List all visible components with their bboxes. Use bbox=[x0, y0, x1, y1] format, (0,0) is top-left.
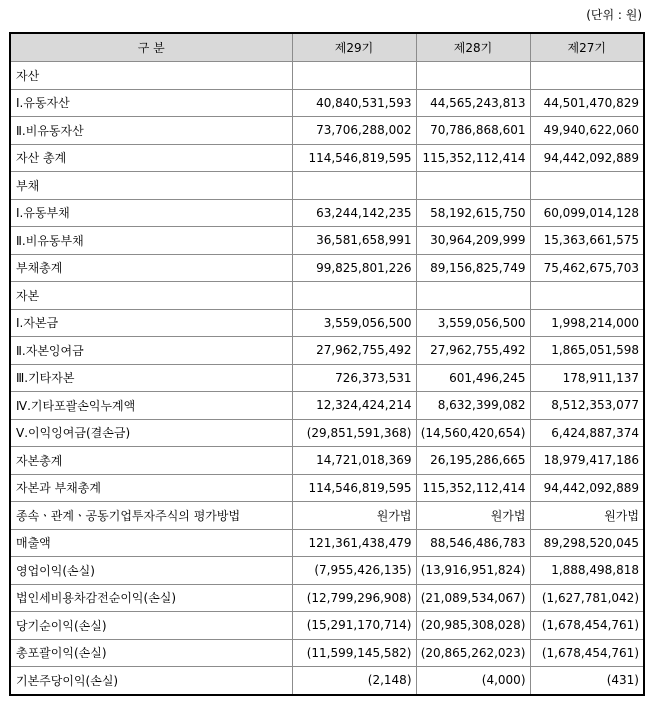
value-period-28: 89,156,825,749 bbox=[416, 254, 530, 282]
value-period-27: 8,512,353,077 bbox=[530, 392, 644, 420]
value-period-27: (1,678,454,761) bbox=[530, 639, 644, 667]
value-period-29: 14,721,018,369 bbox=[292, 447, 416, 475]
value-period-28 bbox=[416, 282, 530, 310]
row-label: 당기순이익(손실) bbox=[10, 612, 292, 640]
value-period-28: 58,192,615,750 bbox=[416, 199, 530, 227]
row-label: Ⅱ.자본잉여금 bbox=[10, 337, 292, 365]
table-row bbox=[10, 667, 644, 695]
row-label: 자산 총계 bbox=[10, 144, 292, 172]
row-label: 자산 bbox=[10, 62, 292, 90]
table-row bbox=[10, 282, 644, 310]
value-period-28: (21,089,534,067) bbox=[416, 584, 530, 612]
value-period-29: (2,148) bbox=[292, 667, 416, 695]
row-label: 부채총계 bbox=[10, 254, 292, 282]
table-row bbox=[10, 584, 644, 612]
value-period-27: 원가법 bbox=[530, 502, 644, 530]
row-label: 매출액 bbox=[10, 529, 292, 557]
table-row bbox=[10, 199, 644, 227]
value-period-29: (29,851,591,368) bbox=[292, 419, 416, 447]
value-period-27: 75,462,675,703 bbox=[530, 254, 644, 282]
table-row bbox=[10, 309, 644, 337]
table-row bbox=[10, 364, 644, 392]
header-row bbox=[10, 33, 644, 62]
row-label: 자본 bbox=[10, 282, 292, 310]
row-label: Ⅳ.기타포괄손익누계액 bbox=[10, 392, 292, 420]
value-period-29 bbox=[292, 172, 416, 200]
header-period-29: 제29기 bbox=[292, 33, 416, 62]
row-label: 법인세비용차감전순이익(손실) bbox=[10, 584, 292, 612]
row-label: 총포괄이익(손실) bbox=[10, 639, 292, 667]
table-row bbox=[10, 89, 644, 117]
table-row bbox=[10, 639, 644, 667]
header-period-27: 제27기 bbox=[530, 33, 644, 62]
value-period-27 bbox=[530, 62, 644, 90]
value-period-27: 6,424,887,374 bbox=[530, 419, 644, 447]
table-row bbox=[10, 144, 644, 172]
value-period-29: 121,361,438,479 bbox=[292, 529, 416, 557]
value-period-29 bbox=[292, 62, 416, 90]
table-row bbox=[10, 117, 644, 145]
value-period-29: 726,373,531 bbox=[292, 364, 416, 392]
value-period-27: 94,442,092,889 bbox=[530, 474, 644, 502]
table-row bbox=[10, 447, 644, 475]
table-row bbox=[10, 227, 644, 255]
row-label: Ⅱ.비유동자산 bbox=[10, 117, 292, 145]
row-label: 종속ㆍ관계ㆍ공동기업투자주식의 평가방법 bbox=[10, 502, 292, 530]
value-period-27: 1,888,498,818 bbox=[530, 557, 644, 585]
value-period-28: (14,560,420,654) bbox=[416, 419, 530, 447]
value-period-29: 원가법 bbox=[292, 502, 416, 530]
table-row bbox=[10, 474, 644, 502]
value-period-29: 12,324,424,214 bbox=[292, 392, 416, 420]
row-label: 자본총계 bbox=[10, 447, 292, 475]
row-label: Ⅲ.기타자본 bbox=[10, 364, 292, 392]
value-period-29: (15,291,170,714) bbox=[292, 612, 416, 640]
value-period-28: (4,000) bbox=[416, 667, 530, 695]
value-period-28 bbox=[416, 62, 530, 90]
value-period-29: 99,825,801,226 bbox=[292, 254, 416, 282]
header-category: 구 분 bbox=[10, 33, 292, 62]
table-row bbox=[10, 62, 644, 90]
value-period-28: 115,352,112,414 bbox=[416, 144, 530, 172]
row-label: 기본주당이익(손실) bbox=[10, 667, 292, 695]
table-row bbox=[10, 502, 644, 530]
row-label: Ⅰ.유동자산 bbox=[10, 89, 292, 117]
value-period-27: (1,678,454,761) bbox=[530, 612, 644, 640]
value-period-27: 18,979,417,186 bbox=[530, 447, 644, 475]
table-row bbox=[10, 419, 644, 447]
value-period-27: 1,998,214,000 bbox=[530, 309, 644, 337]
value-period-28: (13,916,951,824) bbox=[416, 557, 530, 585]
value-period-28: 115,352,112,414 bbox=[416, 474, 530, 502]
value-period-28: (20,865,262,023) bbox=[416, 639, 530, 667]
value-period-29: (7,955,426,135) bbox=[292, 557, 416, 585]
value-period-27: 89,298,520,045 bbox=[530, 529, 644, 557]
value-period-28: 원가법 bbox=[416, 502, 530, 530]
value-period-29: 3,559,056,500 bbox=[292, 309, 416, 337]
value-period-27: 49,940,622,060 bbox=[530, 117, 644, 145]
unit-label: (단위 : 원) bbox=[586, 8, 642, 22]
value-period-27: 60,099,014,128 bbox=[530, 199, 644, 227]
table-row bbox=[10, 172, 644, 200]
value-period-27: 178,911,137 bbox=[530, 364, 644, 392]
header-period-28: 제28기 bbox=[416, 33, 530, 62]
value-period-28: 26,195,286,665 bbox=[416, 447, 530, 475]
value-period-29 bbox=[292, 282, 416, 310]
value-period-29: 63,244,142,235 bbox=[292, 199, 416, 227]
financial-summary-table bbox=[9, 32, 645, 696]
value-period-28: 44,565,243,813 bbox=[416, 89, 530, 117]
value-period-28: 30,964,209,999 bbox=[416, 227, 530, 255]
value-period-27: (431) bbox=[530, 667, 644, 695]
row-label: Ⅰ.자본금 bbox=[10, 309, 292, 337]
table-row bbox=[10, 254, 644, 282]
value-period-29: 73,706,288,002 bbox=[292, 117, 416, 145]
value-period-29: 40,840,531,593 bbox=[292, 89, 416, 117]
value-period-29: 27,962,755,492 bbox=[292, 337, 416, 365]
row-label: 부채 bbox=[10, 172, 292, 200]
value-period-28: 8,632,399,082 bbox=[416, 392, 530, 420]
value-period-29: (11,599,145,582) bbox=[292, 639, 416, 667]
value-period-28 bbox=[416, 172, 530, 200]
value-period-28: (20,985,308,028) bbox=[416, 612, 530, 640]
value-period-28: 3,559,056,500 bbox=[416, 309, 530, 337]
value-period-27: 15,363,661,575 bbox=[530, 227, 644, 255]
table-row bbox=[10, 392, 644, 420]
table-row bbox=[10, 612, 644, 640]
value-period-27 bbox=[530, 282, 644, 310]
value-period-27 bbox=[530, 172, 644, 200]
table-row bbox=[10, 529, 644, 557]
row-label: Ⅱ.비유동부채 bbox=[10, 227, 292, 255]
row-label: 영업이익(손실) bbox=[10, 557, 292, 585]
value-period-28: 88,546,486,783 bbox=[416, 529, 530, 557]
table-row bbox=[10, 557, 644, 585]
value-period-29: 36,581,658,991 bbox=[292, 227, 416, 255]
row-label: Ⅴ.이익잉여금(결손금) bbox=[10, 419, 292, 447]
row-label: 자본과 부채총계 bbox=[10, 474, 292, 502]
value-period-28: 70,786,868,601 bbox=[416, 117, 530, 145]
row-label: Ⅰ.유동부채 bbox=[10, 199, 292, 227]
value-period-27: 1,865,051,598 bbox=[530, 337, 644, 365]
value-period-28: 601,496,245 bbox=[416, 364, 530, 392]
value-period-28: 27,962,755,492 bbox=[416, 337, 530, 365]
value-period-29: (12,799,296,908) bbox=[292, 584, 416, 612]
value-period-27: 44,501,470,829 bbox=[530, 89, 644, 117]
value-period-27: 94,442,092,889 bbox=[530, 144, 644, 172]
value-period-27: (1,627,781,042) bbox=[530, 584, 644, 612]
table-row bbox=[10, 337, 644, 365]
value-period-29: 114,546,819,595 bbox=[292, 144, 416, 172]
value-period-29: 114,546,819,595 bbox=[292, 474, 416, 502]
